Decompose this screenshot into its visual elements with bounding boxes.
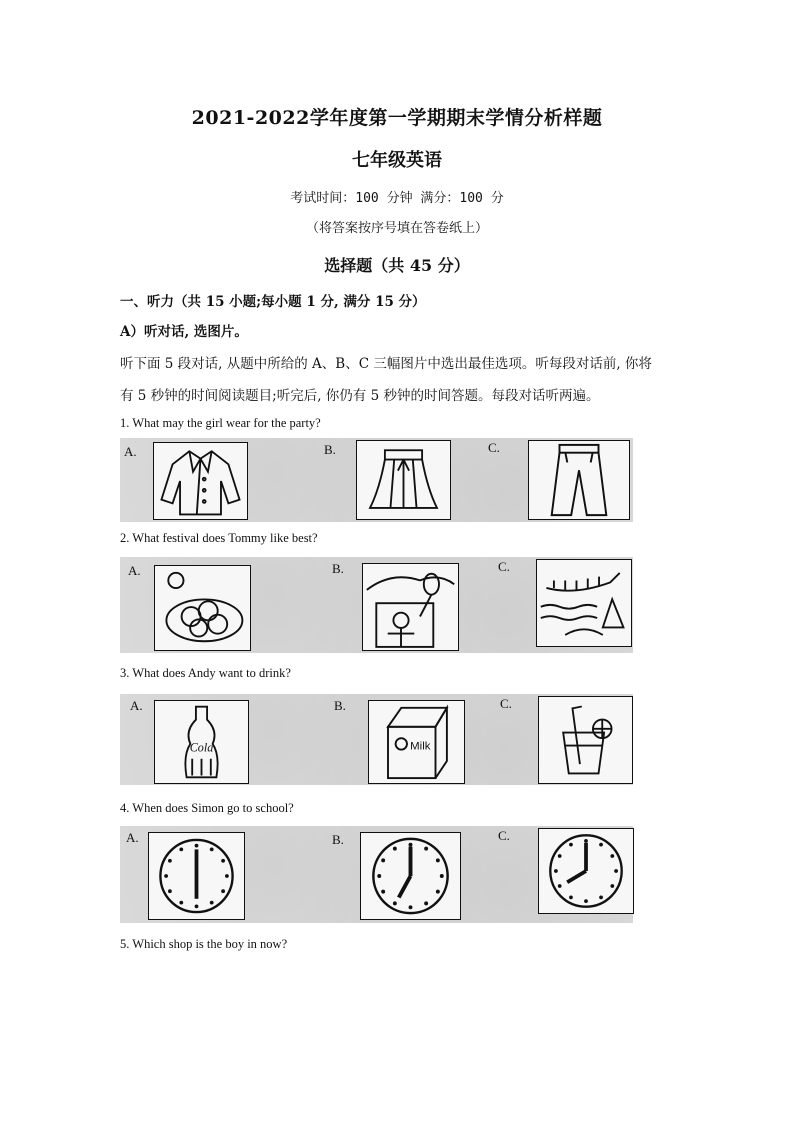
option-c-label: C.: [498, 559, 510, 574]
milk-carton-icon: [368, 700, 465, 784]
option-a-label: A.: [130, 698, 143, 713]
instruction-line-2: 有 5 秒钟的时间阅读题目;听完后, 你仍有 5 秒钟的时间答题。每段对话听两遍。: [120, 388, 600, 404]
option-a-label: A.: [128, 563, 141, 578]
dragon-boat-icon: [536, 559, 632, 647]
option-c-label: C.: [500, 696, 512, 711]
page-title: 2021-2022学年度第一学期期末学情分析样题: [191, 107, 603, 129]
milk-label: Milk: [410, 740, 431, 753]
option-b-label: B.: [332, 832, 344, 847]
question-2-options: [120, 557, 633, 653]
question-5: 5. Which shop is the boy in now?: [120, 937, 288, 951]
question-1-options: [120, 438, 633, 522]
option-b-label: B.: [324, 442, 336, 457]
answer-note: （将答案按序号填在答卷纸上）: [305, 221, 488, 236]
question-1: 1. What may the girl wear for the party?: [120, 416, 321, 430]
option-c-label: C.: [488, 440, 500, 455]
option-b-label: B.: [332, 561, 344, 576]
option-c-label: C.: [498, 828, 510, 843]
question-3-options: [120, 694, 633, 785]
option-a-label: A.: [126, 830, 139, 845]
exam-info: 考试时间：100 分钟 满分：100 分: [290, 191, 504, 206]
jacket-icon: [153, 442, 248, 520]
skirt-icon: [356, 440, 451, 520]
kite-festival-icon: [362, 563, 459, 651]
cola-label: Cola: [189, 740, 214, 755]
question-2: 2. What festival does Tommy like best?: [120, 531, 318, 545]
trousers-icon: [528, 440, 630, 520]
question-4: 4. When does Simon go to school?: [120, 801, 294, 815]
clock-six-icon: [148, 832, 245, 920]
clock-seven-icon: [360, 832, 461, 920]
question-4-options: [120, 826, 633, 923]
clock-eight-icon: [538, 828, 634, 914]
sub-heading: A）听对话, 选图片。: [120, 324, 248, 340]
part-heading: 一、听力（共 15 小题;每小题 1 分, 满分 15 分）: [120, 294, 426, 310]
instruction-line-1: 听下面 5 段对话, 从题中所给的 A、B、C 三幅图片中选出最佳选项。听每段对话前, 你将: [120, 356, 652, 372]
question-3: 3. What does Andy want to drink?: [120, 666, 291, 680]
juice-glass-icon: [538, 696, 633, 784]
mooncakes-icon: [154, 565, 251, 651]
section-title: 选择题（共 45 分）: [324, 256, 470, 275]
cola-bottle-icon: [154, 700, 249, 784]
page-subtitle: 七年级英语: [352, 150, 442, 171]
option-b-label: B.: [334, 698, 346, 713]
option-a-label: A.: [124, 444, 137, 459]
